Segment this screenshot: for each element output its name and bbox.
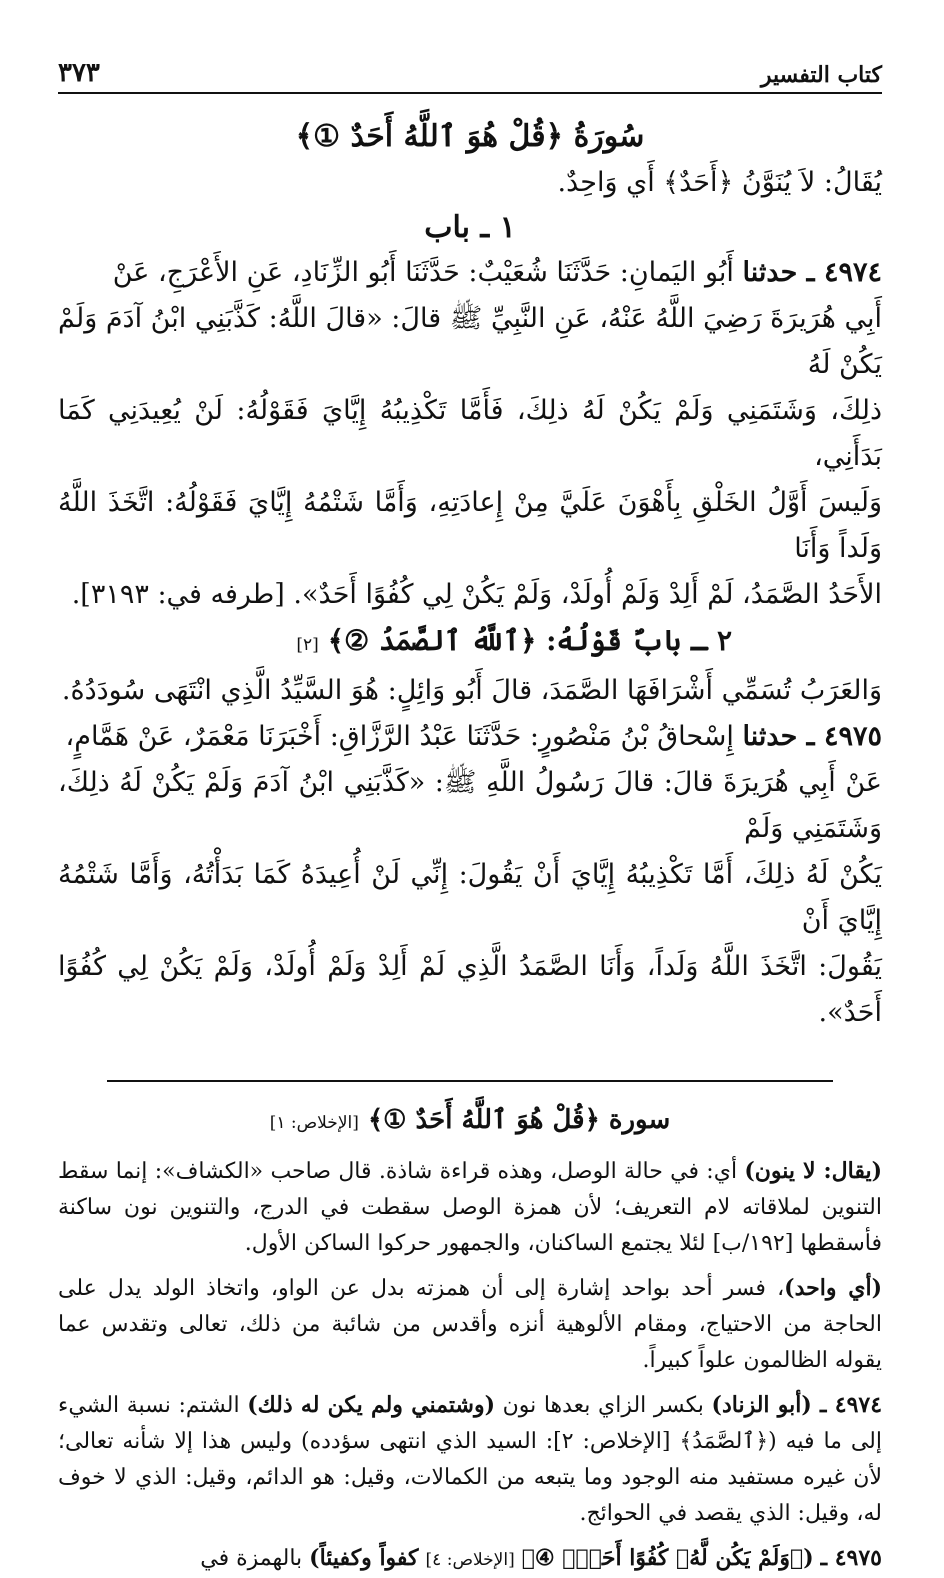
- surah-prefix: سُورَةُ: [573, 119, 645, 154]
- commentary-ref: [الإخلاص: ٤]: [425, 1550, 515, 1570]
- hadith-4975: [58, 714, 882, 1036]
- commentary-lemma: ٤٩٧٤ ـ (أبو الزناد): [711, 1392, 883, 1418]
- hadith-text: إِسْحاقُ بْنُ مَنْصُورٍ: حَدَّثَنَا عَبْدُ الرَّزَّاقِ: أَخْبَرَنَا مَعْمَرٌ، عَنْ هَمَّامٍ،: [65, 721, 734, 752]
- chapter-heading-2: [58, 618, 882, 668]
- commentary-paragraph: [58, 1270, 882, 1379]
- page-number: ٣٧٣: [58, 58, 100, 88]
- commentary-text: أي: في حالة الوصل، وهذه قراءة شاذة. قال صاحب «الكشاف»: إنما سقط التنوين لملاقاته لام التعريف؛ لأن همزة الوصل سقطت في الدرج، والتنوين نون ساكنة فأسقطها [١٩٢/ب] لئلا يجتمع الساكنان، والجمهور حركوا الساكن الأول.: [58, 1159, 882, 1256]
- page-header: [58, 30, 882, 94]
- commentary-body: [58, 1153, 882, 1578]
- commentary-lemma: ٤٩٧٥ ـ: [820, 1545, 882, 1571]
- hadith-number: ٤٩٧٥ ـ حدثنا: [742, 721, 882, 752]
- commentary-lemma: (يقال: لا ينون): [744, 1158, 883, 1184]
- hadith-line: ذلِكَ، وَشَتَمَنِي وَلَمْ يَكُنْ لَهُ ذلِكَ، فَأَمَّا تَكْذِيبُهُ إِيَّايَ فَقَوْلُهُ: لَنْ يُعِيدَنِي كَمَا بَدَأَنِي،: [58, 395, 882, 472]
- hadith-line: الأَحَدُ الصَّمَدُ، لَمْ أَلِدْ وَلَمْ أُولَدْ، وَلَمْ يَكُنْ لِي كُفُوًا أَحَدٌ». [طرفه في: ٣١٩٣].: [71, 579, 882, 610]
- hadith-4974: [58, 250, 882, 618]
- commentary-text: الشتم: نسبة الشيء إلى ما فيه (﴿ٱلصَّمَدُ﴾ [الإخلاص: ٢]: السيد الذي انتهى سؤدده) وليس هذا إلا شأنه تعالى؛ لأن غيره مستفيد منه الوجود وما يتبعه من الكمالات، وقيل: هو الدائم، وقيل: الذي لا خوف له، وقيل: الذي يقصد في الحوائج.: [58, 1393, 882, 1526]
- commentary-paragraph: [58, 1387, 882, 1532]
- verse-reference: [٢]: [296, 635, 319, 655]
- hadith-number: ٤٩٧٤ ـ حدثنا: [742, 257, 882, 288]
- hadith-line: أَبِي هُرَيرَةَ رَضِيَ اللَّهُ عَنْهُ، عَنِ النَّبِيِّ ﷺ قالَ: «قالَ اللَّهُ: كَذَّبَنِي ابْنُ آدَمَ وَلَمْ يَكُنْ لَهُ: [58, 303, 882, 380]
- commentary-lemma: كفواً وكفيئاً): [309, 1545, 419, 1571]
- commentary-text: بكسر الزاي بعدها نون: [495, 1393, 712, 1418]
- hadith-text: أَبُو اليَمانِ: حَدَّثَنَا شُعَيْبٌ: حَدَّثَنَا أَبُو الزِّنَادِ، عَنِ الأَعْرَجِ، عَنْ: [112, 257, 734, 288]
- commentary-lemma: (وشتمني ولم يكن له ذلك): [247, 1392, 495, 1418]
- hadith-line: يَقُولَ: اتَّخَذَ اللَّهُ وَلَداً، وَأَنَا الصَّمَدُ الَّذِي لَمْ أَلِدْ وَلَمْ أُولَدْ، وَلَمْ يَكُنْ لِي كُفُوًا أَحَدٌ».: [58, 951, 882, 1028]
- commentary-verse: (﴿وَلَمْ يَكُن لَّهُۥ كُفُوًا أَحَدٌۢ ④﴾: [521, 1545, 814, 1571]
- hadith-line: وَلَيسَ أَوَّلُ الخَلْقِ بِأَهْوَنَ عَلَيَّ مِنْ إِعادَتِهِ، وَأَمَّا شَتْمُهُ إِيَّايَ فَقَوْلُهُ: اتَّخَذَ اللَّهُ وَلَداً وَأَنَا: [58, 487, 882, 564]
- hadith-line: يَكُنْ لَهُ ذلِكَ، أَمَّا تَكْذِيبُهُ إِيَّايَ أَنْ يَقُولَ: إِنِّي لَنْ أُعِيدَهُ كَمَا بَدَأْتُهُ، وَأَمَّا شَتْمُهُ إِيَّايَ أَنْ: [58, 859, 882, 936]
- hadith-line: عَنْ أَبِي هُرَيرَةَ قالَ: قالَ رَسُولُ اللَّهِ ﷺ: «كَذَّبَنِي ابْنُ آدَمَ وَلَمْ يَكُنْ لَهُ ذلِكَ، وَشَتَمَنِي وَلَمْ: [58, 767, 882, 844]
- commentary-paragraph: [58, 1153, 882, 1262]
- surah-name: ﴿قُلْ هُوَ ٱللَّهُ أَحَدٌ ①﴾: [295, 119, 564, 154]
- surah-title: [58, 114, 882, 160]
- chapter-heading-1: ١ ـ باب: [424, 210, 516, 245]
- commentary-text: ، فسر أحد بواحد إشارة إلى أن همزته بدل عن الواو، واتخاذ الولد يدل على الحاجة من الاحتياج، ومقام الألوهية أنزه وأقدس من شائبة من ذلك، تعالى وتقدس عما يقوله الظالمون علواً كبيراً.: [58, 1276, 882, 1373]
- intro-line: يُقَالُ: لاَ يُنَوَّنُ ﴿أَحَدٌ﴾ أَي وَاحِدٌ.: [557, 167, 882, 198]
- commentary-title: [58, 1100, 882, 1143]
- hadith-line: [58, 714, 882, 760]
- running-title: كتاب التفسير: [760, 62, 882, 88]
- commentary-surah: سورة ﴿قُلْ هُوَ ٱللَّهُ أَحَدٌ ①﴾: [367, 1105, 671, 1135]
- commentary-paragraph: [58, 1540, 882, 1578]
- hadith-line: [58, 250, 882, 296]
- commentary-ref: [الإخلاص: ١]: [269, 1113, 359, 1133]
- sayyid-line: وَالعَرَبُ تُسَمِّي أَشْرَافَهَا الصَّمَدَ، قالَ أَبُو وَائِلٍ: هُوَ السَّيِّدُ الَّذِي انْتَهَى سُودَدُهُ.: [61, 675, 882, 706]
- commentary-lemma: (أي واحد): [784, 1275, 882, 1301]
- chapter-title: ٢ ـ بابٌ قَوْلُهُ: ﴿ٱللَّهُ ٱلصَّمَدُ ②﴾: [327, 624, 732, 657]
- footnote-separator: [107, 1080, 832, 1082]
- page: [58, 30, 883, 1571]
- commentary-text: بالهمزة في: [200, 1546, 310, 1571]
